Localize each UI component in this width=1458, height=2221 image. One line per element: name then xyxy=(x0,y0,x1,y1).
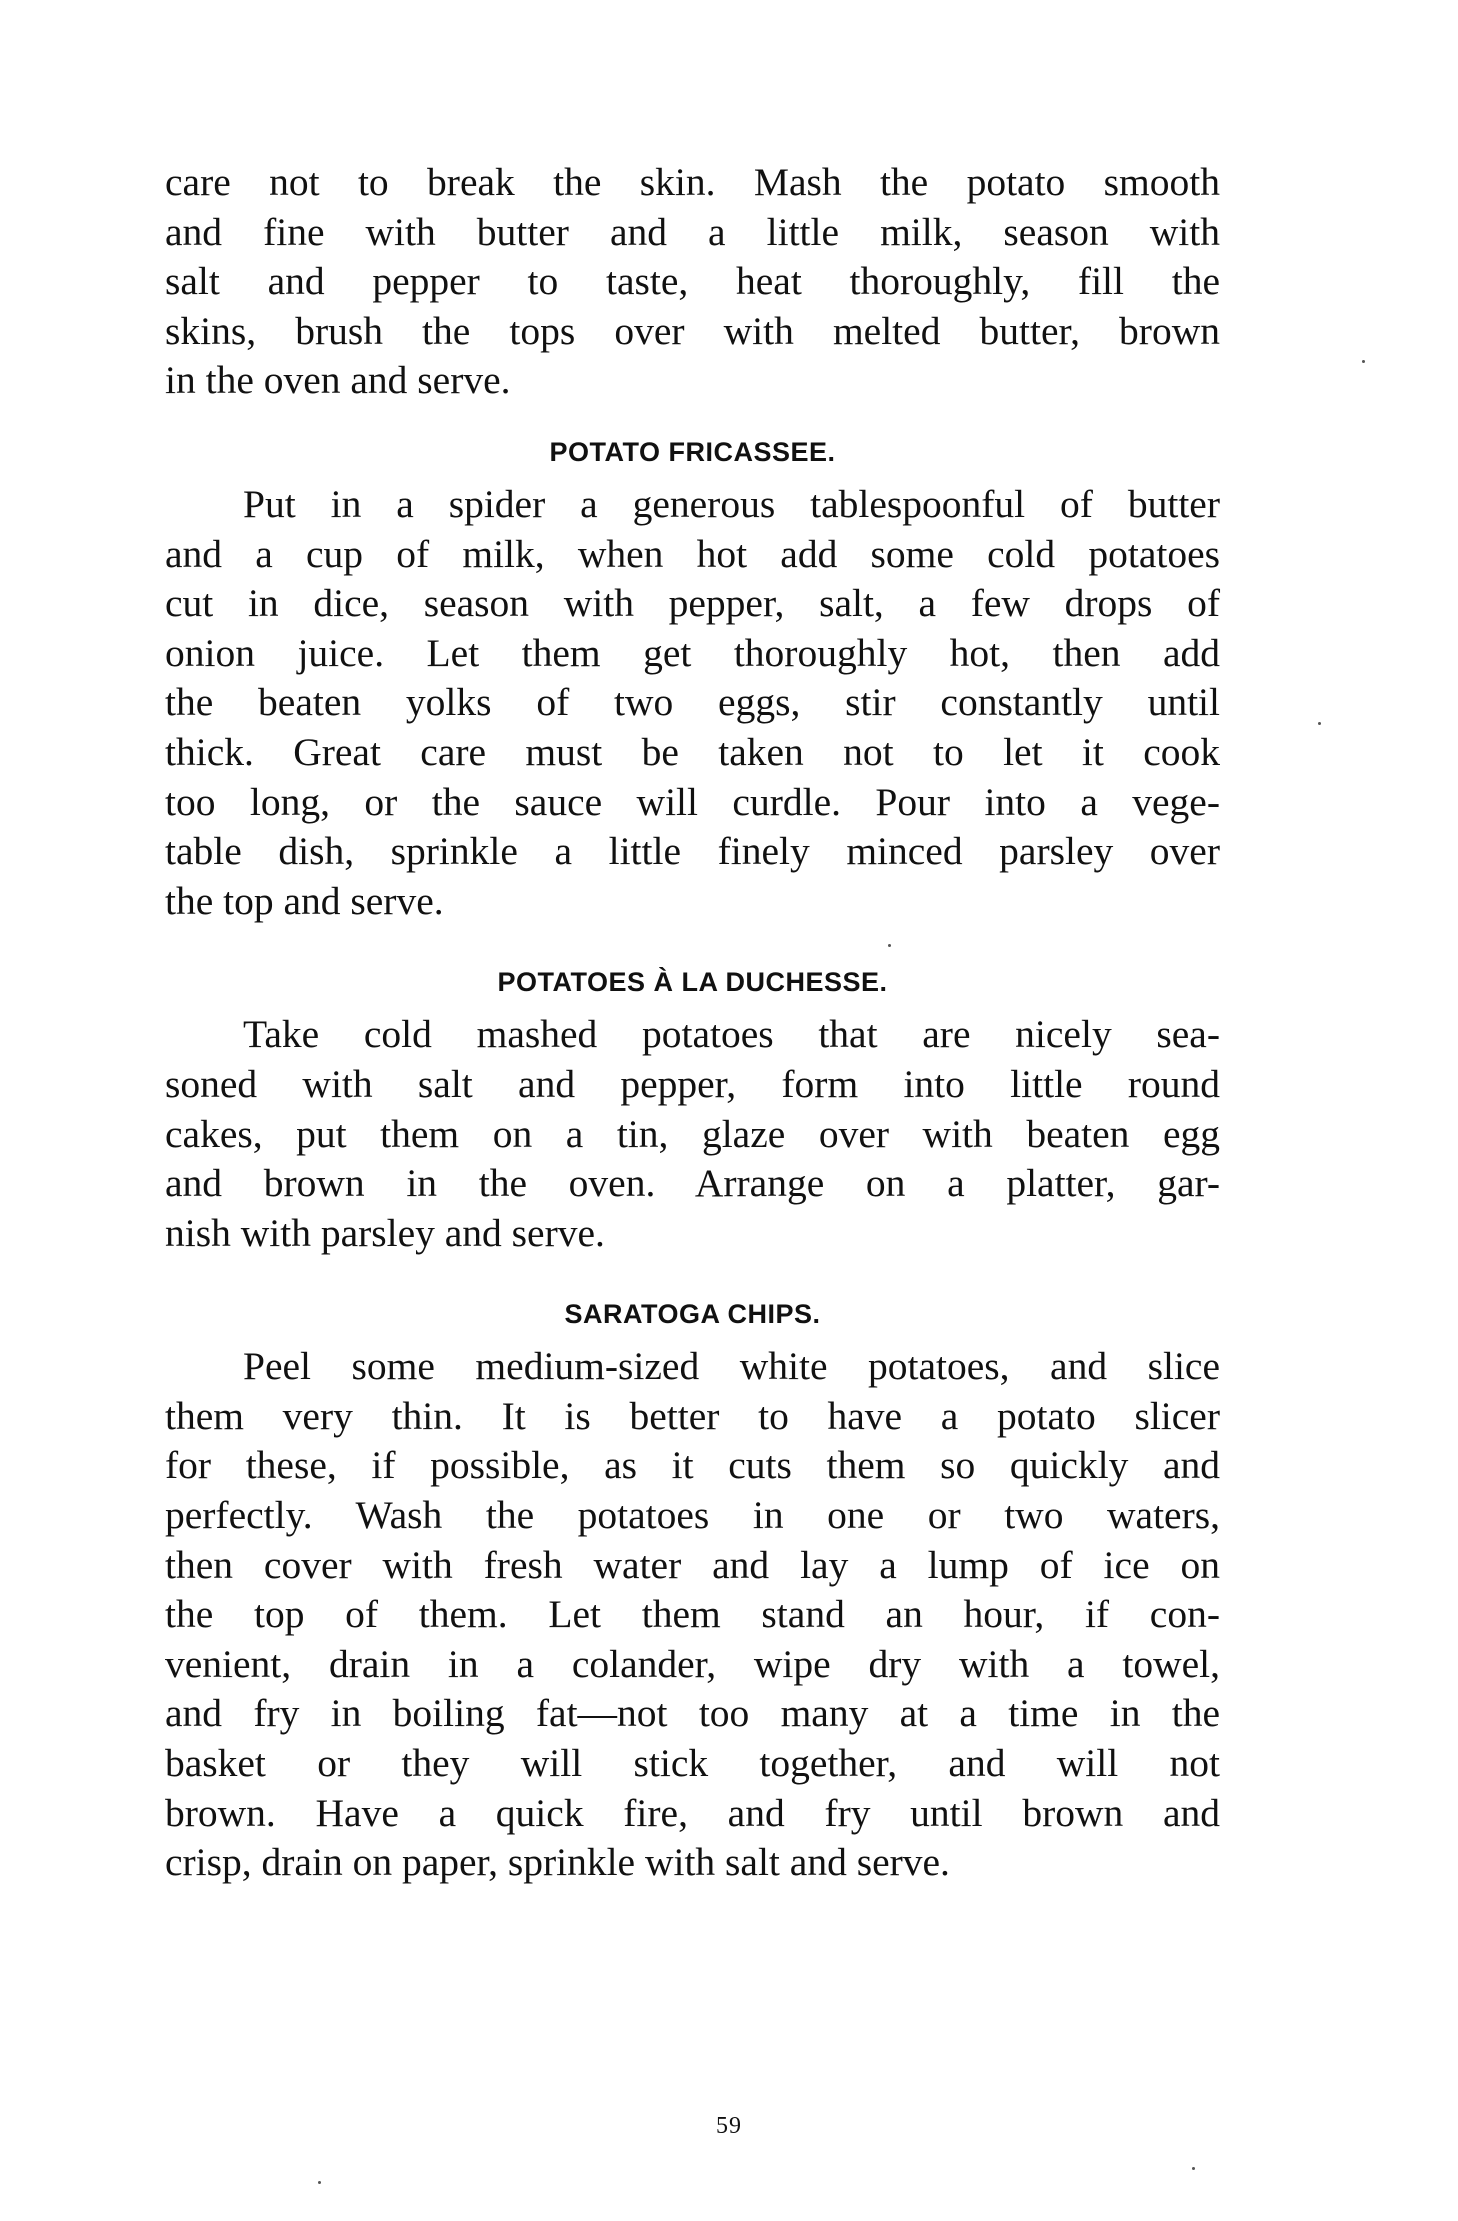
text-line: and fry in boiling fat—not too many at a time in the xyxy=(165,1691,1220,1736)
text-line: them very thin. It is better to have a potato slicer xyxy=(165,1393,1220,1438)
text-line: and a cup of milk, when hot add some cold potatoes xyxy=(165,531,1220,576)
scan-speck xyxy=(888,944,891,947)
text-line: and brown in the oven. Arrange on a platter, gar- xyxy=(165,1161,1220,1206)
text-line: basket or they will stick together, and will not xyxy=(165,1741,1220,1786)
text-line: care not to break the skin. Mash the potato smooth xyxy=(165,160,1220,204)
scan-speck xyxy=(1362,360,1365,363)
recipe-body-potato-fricassee xyxy=(165,480,1220,926)
text-line: thick. Great care must be taken not to let it cook xyxy=(165,729,1220,774)
text-line: cakes, put them on a tin, glaze over with beaten egg xyxy=(165,1111,1220,1156)
text-line: perfectly. Wash the potatoes in one or two waters, xyxy=(165,1493,1220,1538)
text-line: onion juice. Let them get thoroughly hot, then add xyxy=(165,630,1220,675)
text-line: and fine with butter and a little milk, season with xyxy=(165,209,1220,254)
text-line: nish with parsley and serve. xyxy=(165,1210,605,1255)
continuation-paragraph xyxy=(165,158,1220,406)
text-line: for these, if possible, as it cuts them so quickly and xyxy=(165,1443,1220,1488)
book-page xyxy=(165,158,1220,1888)
text-line: brown. Have a quick fire, and fry until brown and xyxy=(165,1790,1220,1835)
scan-speck xyxy=(1192,2167,1195,2170)
text-line: Take cold mashed potatoes that are nicely sea- xyxy=(243,1012,1220,1057)
text-line: salt and pepper to taste, heat thoroughly, fill the xyxy=(165,259,1220,304)
text-line: skins, brush the tops over with melted butter, brown xyxy=(165,308,1220,353)
text-line: Peel some medium-sized white potatoes, and slice xyxy=(243,1344,1220,1389)
recipe-title-saratoga-chips: SARATOGA CHIPS. xyxy=(564,1299,821,1330)
scan-speck xyxy=(1318,722,1321,725)
recipe-title-potatoes-a-la-duchesse: POTATOES À LA DUCHESSE. xyxy=(497,967,888,998)
text-line: in the oven and serve. xyxy=(165,358,511,403)
text-line: soned with salt and pepper, form into little round xyxy=(165,1061,1220,1106)
text-line: then cover with fresh water and lay a lump of ice on xyxy=(165,1542,1220,1587)
text-line: crisp, drain on paper, sprinkle with salt and serve. xyxy=(165,1840,950,1885)
text-line: cut in dice, season with pepper, salt, a few drops of xyxy=(165,581,1220,626)
recipe-title-potato-fricassee: POTATO FRICASSEE. xyxy=(549,436,836,467)
recipe-body-potatoes-a-la-duchesse xyxy=(165,1010,1220,1258)
text-line: too long, or the sauce will curdle. Pour into a vege- xyxy=(165,779,1220,824)
text-line: Put in a spider a generous tablespoonful of butter xyxy=(243,481,1220,526)
text-line: venient, drain in a colander, wipe dry with a towel, xyxy=(165,1641,1220,1686)
scan-speck xyxy=(318,2181,321,2184)
text-line: the beaten yolks of two eggs, stir constantly until xyxy=(165,680,1220,725)
page-number: 59 xyxy=(716,2113,742,2139)
text-line: table dish, sprinkle a little finely minced parsley over xyxy=(165,829,1220,874)
text-line: the top and serve. xyxy=(165,878,444,923)
text-line: the top of them. Let them stand an hour, if con- xyxy=(165,1592,1220,1637)
recipe-body-saratoga-chips xyxy=(165,1342,1220,1888)
